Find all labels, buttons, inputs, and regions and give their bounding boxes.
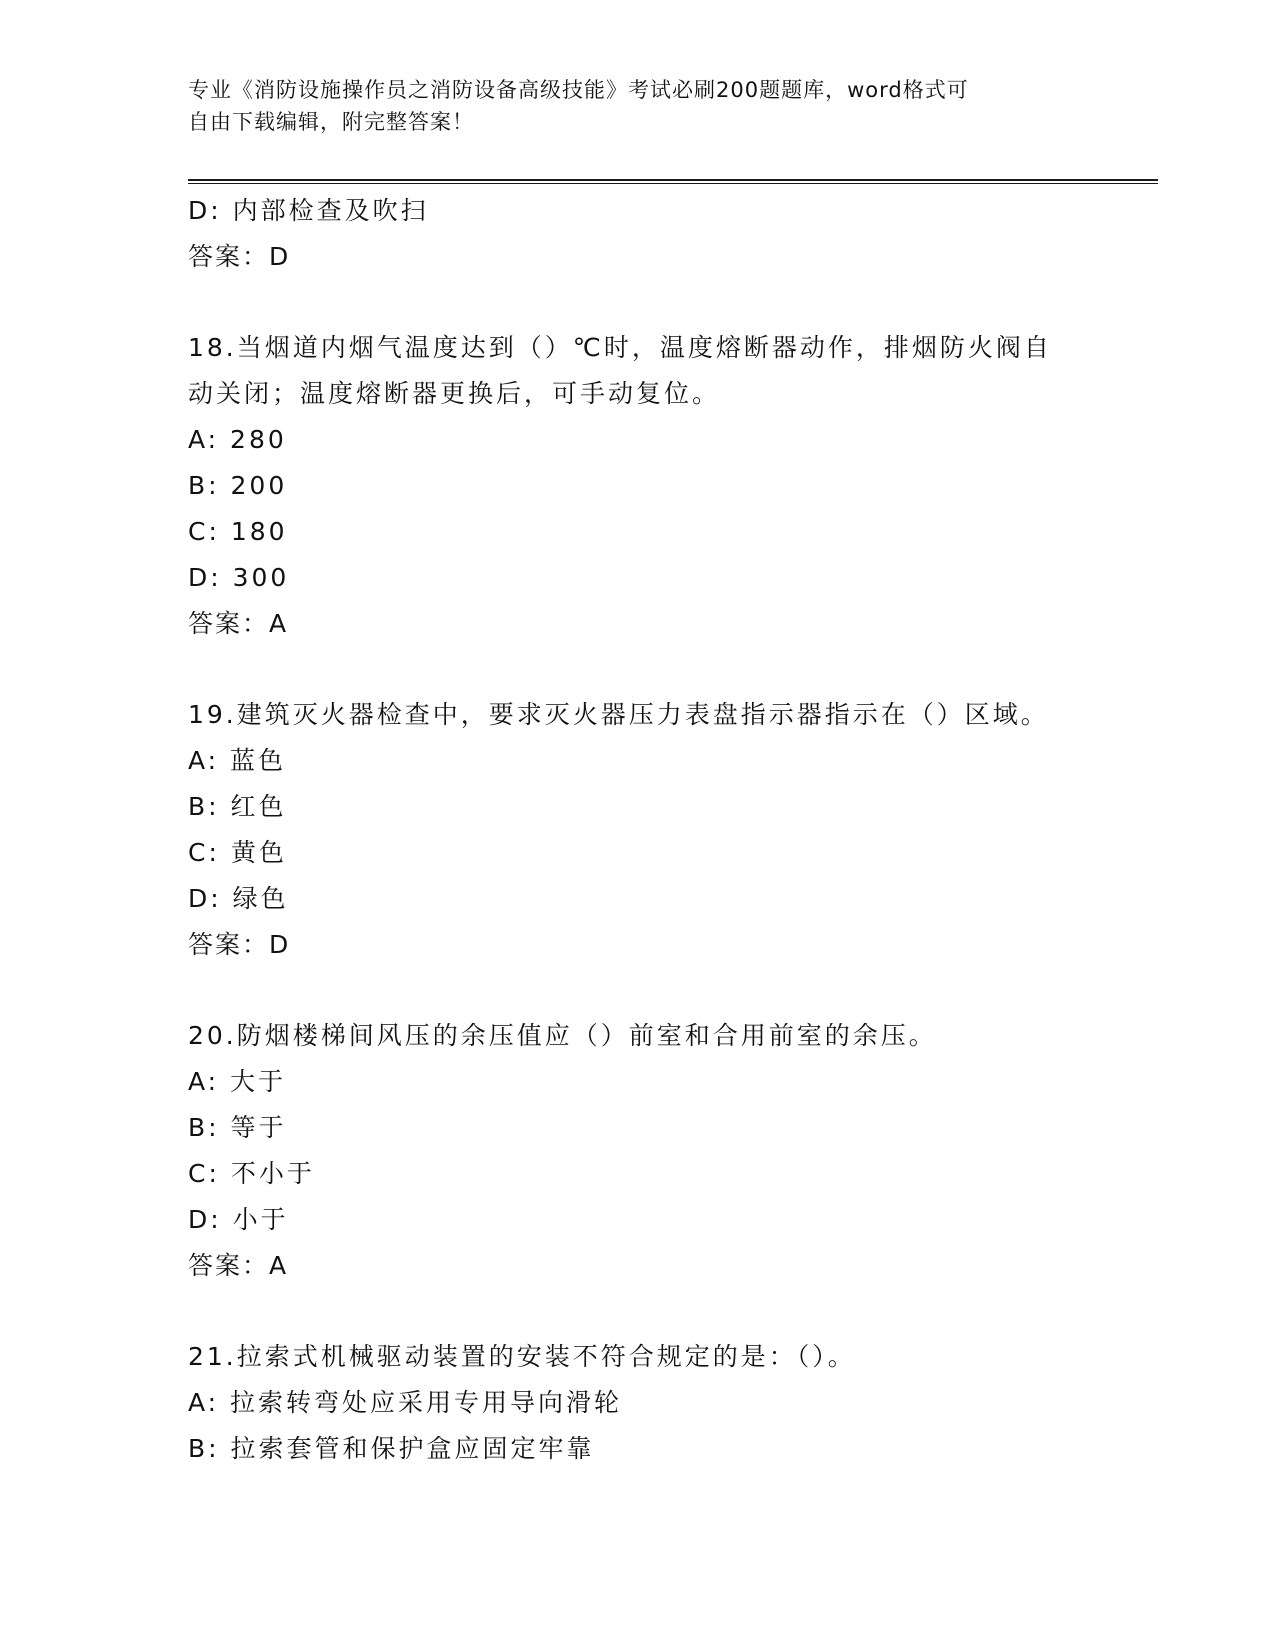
option-b: B: 200 (188, 471, 288, 500)
option-d: D: 小于 (188, 1205, 289, 1234)
option-d: D: 绿色 (188, 884, 289, 913)
header-divider-thick (188, 179, 1158, 181)
option-a: A: 蓝色 (188, 746, 287, 775)
question-list (188, 188, 1088, 1472)
question-stem: 20.防烟楼梯间风压的余压值应（）前室和合用前室的余压。 (188, 1021, 937, 1050)
option-c: C: 不小于 (188, 1159, 315, 1188)
option-a: A: 280 (188, 425, 287, 454)
option-d: D: 内部检查及吹扫 (188, 196, 429, 225)
option-b: B: 等于 (188, 1113, 287, 1142)
answer-line: 答案：D (188, 930, 291, 959)
question-20 (188, 1013, 1088, 1289)
answer-line: 答案：D (188, 242, 291, 271)
answer-line: 答案：A (188, 609, 289, 638)
option-a: A: 拉索转弯处应采用专用导向滑轮 (188, 1388, 623, 1417)
option-d: D: 300 (188, 563, 290, 592)
question-19 (188, 692, 1088, 968)
answer-line: 答案：A (188, 1251, 289, 1280)
option-c: C: 180 (188, 517, 288, 546)
question-18 (188, 325, 1088, 647)
question-stem: 19.建筑灭火器检查中，要求灭火器压力表盘指示器指示在（）区域。 (188, 700, 1049, 729)
header-line-1: 专业《消防设施操作员之消防设备高级技能》考试必刷200题题库，word格式可 (188, 78, 969, 102)
header-divider-thin (188, 183, 1158, 184)
question-stem: 21.拉索式机械驱动装置的安装不符合规定的是：（）。 (188, 1342, 856, 1371)
question-stem: 18.当烟道内烟气温度达到（）℃时，温度熔断器动作，排烟防火阀自 (188, 333, 1052, 362)
question-stem-continued: 动关闭；温度熔断器更换后，可手动复位。 (188, 379, 721, 408)
option-c: C: 黄色 (188, 838, 287, 867)
option-b: B: 拉索套管和保护盒应固定牢靠 (188, 1434, 595, 1463)
option-a: A: 大于 (188, 1067, 287, 1096)
document-header (188, 74, 1078, 138)
option-b: B: 红色 (188, 792, 287, 821)
question-21 (188, 1334, 1088, 1472)
previous-question-tail (188, 188, 1088, 280)
header-line-2: 自由下载编辑，附完整答案！ (188, 110, 474, 134)
